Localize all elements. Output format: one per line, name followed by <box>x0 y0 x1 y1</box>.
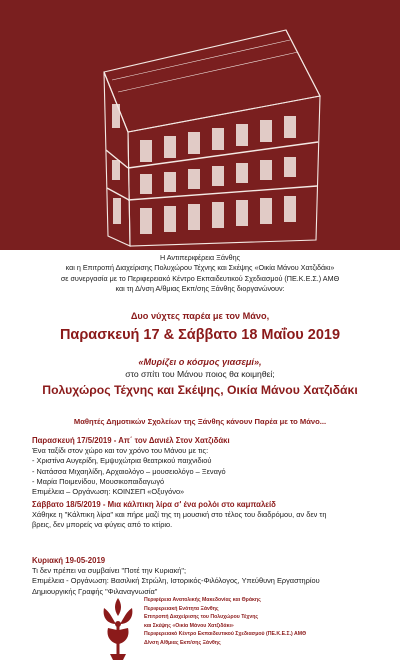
intro-line: και η Επιτροπή Διαχείρισης Πολυχώρου Τέχνης και Σκέψης «Οικία Μάνου Χατζιδάκι» <box>65 263 335 273</box>
intro-block <box>0 253 400 294</box>
ornamental-emblem-icon <box>96 594 140 662</box>
organizer-line: και Σκέψης «Οικία Μάνου Χατζιδάκι» <box>144 622 234 629</box>
organizer-line: Δ/νση Α/θμιας Εκπ/σης Ξάνθης <box>144 639 221 646</box>
venue-title: Πολυχώρος Τέχνης και Σκέψης, Οικία Μάνου Χατζιδάκι <box>42 383 358 397</box>
program-sunday <box>32 556 380 597</box>
students-note: Μαθητές Δημοτικών Σχολείων της Ξάνθης κάνουν Παρέα με το Μάνο... <box>73 417 327 426</box>
section-line: Επιμέλεια – Οργάνωση: ΚΟΙΝΣΕΠ «Οξυγόνο» <box>32 487 185 497</box>
banner-image <box>0 0 400 250</box>
event-quote: «Μυρίζει ο κόσμος γιασεμί», <box>138 357 262 367</box>
organizer-line: Περιφερειακό Κέντρο Εκπαιδευτικού Σχεδιασμού (ΠΕ.Κ.Ε.Σ.) ΑΜΘ <box>144 631 307 638</box>
section-line: Επιμέλεια - Οργάνωση: Βασιλική Στρώλη, Ιστορικός-Φιλόλογος, Υπεύθυνη Εργαστηρίου <box>32 576 320 586</box>
section-heading: Σάββατο 18/5/2019 - Μια κάλπικη λίρα σ' ένα ρολόι στο καμπαλείδ <box>32 500 276 509</box>
organizer-line: Περιφέρεια Ανατολικής Μακεδονίας και Θράκης <box>144 597 261 603</box>
section-heading: Κυριακή 19-05-2019 <box>32 556 106 565</box>
section-line: Δημιουργικής Γραφής "Φιλαναγνωσία" <box>32 586 158 596</box>
event-dates: Παρασκευή 17 & Σάββατο 18 Μαΐου 2019 <box>59 327 341 343</box>
section-line: βρεις, δεν μπορείς να φύγεις από το κτίριο. <box>32 520 173 530</box>
event-subtitle: στο σπίτι του Μάνου ποιος θα κοιμηθεί; <box>125 369 275 379</box>
program-friday <box>32 436 380 497</box>
intro-line: σε συνεργασία με το Περιφερειακό Κέντρο Εκπαιδευτικού Σχεδιασμού (ΠΕ.Κ.Ε.Σ.) ΑΜΘ <box>60 273 340 283</box>
organizers-footer <box>96 594 396 664</box>
intro-line: Η Αντιπεριφέρεια Ξάνθης <box>159 253 241 262</box>
program-saturday <box>32 500 380 531</box>
organizer-line: Επιτροπή Διαχείρισης του Πολυχώρου Τέχνης <box>144 614 259 621</box>
section-line: Τι δεν πρέπει να συμβαίνει "Ποτέ την Κυριακή"; <box>32 566 187 576</box>
section-line: - Μαρία Ποιμενίδου, Μουσικοπαιδαγωγό <box>32 476 165 486</box>
organizers-list <box>144 596 396 648</box>
section-heading: Παρασκευή 17/5/2019 - Απ΄ τον Δανιέλ Στον Χατζιδάκι <box>32 436 230 445</box>
section-line: - Νατάσσα Μιχαηλίδη, Αρχαιολόγο – μουσειολόγο – Ξεναγό <box>32 466 226 476</box>
mansion-illustration <box>0 0 400 250</box>
organizer-line: Περιφερειακή Ενότητα Ξάνθης <box>144 605 219 612</box>
section-line: - Χριστίνα Αυγερίδη, Εμψυχώτρια θεατρικού παιχνιδιού <box>32 456 212 466</box>
section-line: Χάθηκε η "Κάλπικη λίρα" και πήρε μαζί της τη μουσική στο τέλος του διαδρόμου, αν δεν τη <box>32 510 327 520</box>
tagline: Δυο νύχτες παρέα με τον Μάνο, <box>130 311 270 321</box>
section-line: Ένα ταξίδι στον χώρο και τον χρόνο του Μάνου με τις: <box>32 446 209 456</box>
intro-line: και τη Δ/νση Α/θμιας Εκπ/σης Ξάνθης διοργανώνουν: <box>115 283 285 293</box>
